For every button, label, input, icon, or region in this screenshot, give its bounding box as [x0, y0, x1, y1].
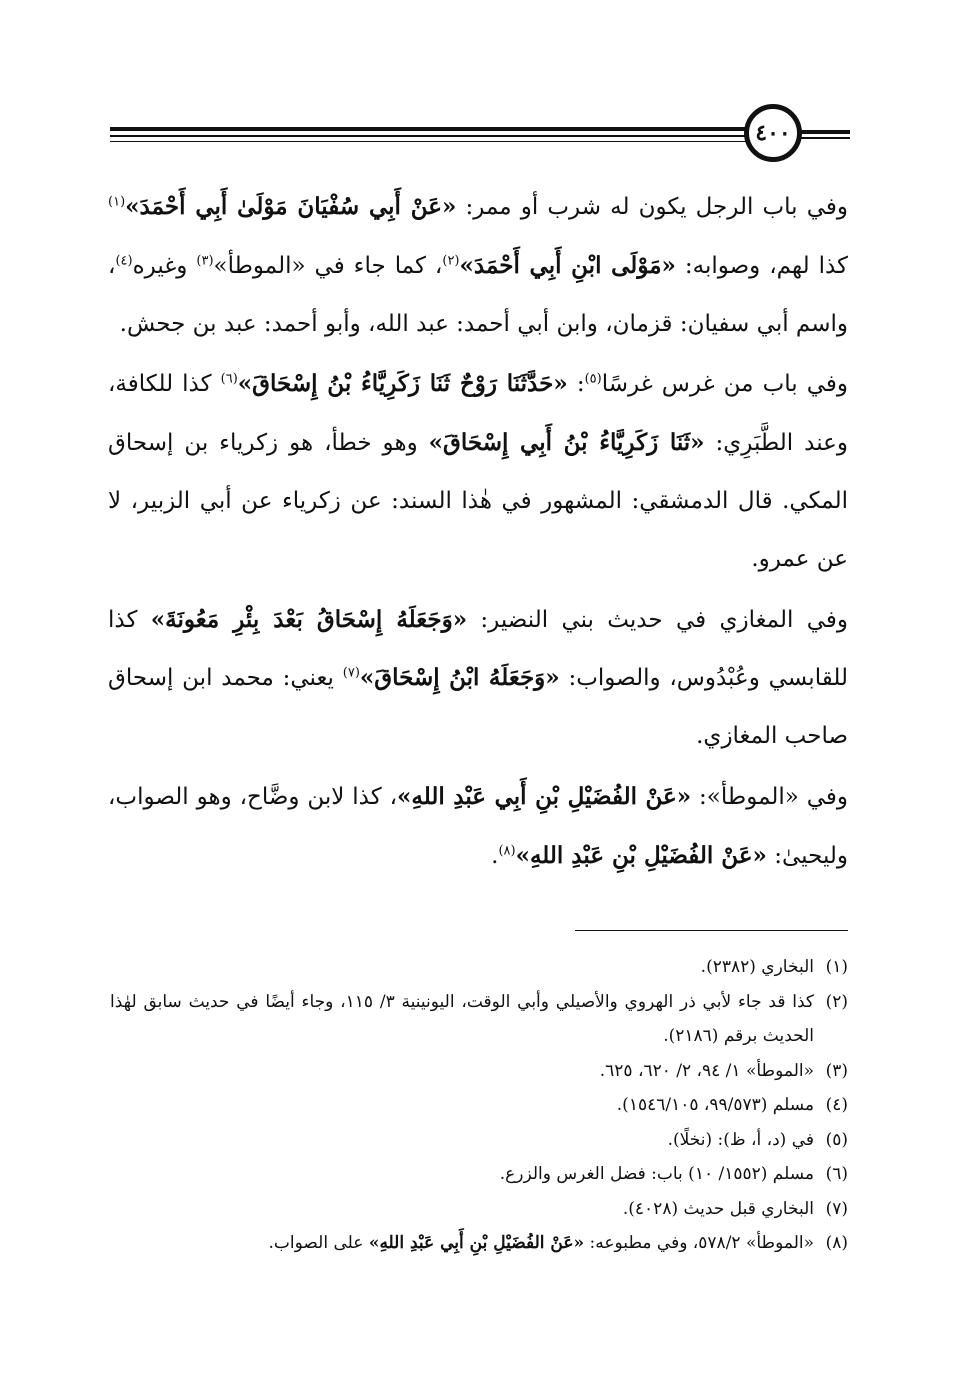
text-run: مسلم (١٥٥٢/ ١٠) باب: فضل الغرس والزرع. — [499, 1164, 814, 1184]
header-rule — [110, 127, 760, 131]
text-run: مسلم (٩٩/٥٧٣، ١٥٤٦/١٠٥). — [616, 1095, 814, 1115]
text-run: : — [567, 371, 585, 398]
paragraph — [108, 178, 848, 353]
footnote-number: (٨) — [825, 1233, 848, 1253]
footnote-number: (٤) — [825, 1095, 848, 1115]
footnote — [110, 1123, 848, 1158]
text-run: كذا للكافة، وعند الطَّبَرِي: — [108, 371, 848, 457]
paragraph — [108, 355, 848, 588]
footnotes — [110, 950, 848, 1261]
footnote-ref: (١) — [108, 194, 126, 210]
footnote-ref: (٨) — [498, 843, 516, 859]
text-run: وفي المغازي في حديث بني النضير: — [467, 606, 848, 633]
footnote-text — [110, 1054, 814, 1089]
footnote-text — [110, 950, 814, 985]
text-run: كذا للقابسي وعُبْدُوس، والصواب: — [108, 606, 848, 692]
footnote-ref: (٧) — [342, 665, 360, 681]
hadith-quote: «عَنْ الفُضَيْلِ بْنِ عَبْدِ اللهِ» — [515, 841, 767, 869]
paragraph — [108, 591, 848, 766]
text-run: وفي «الموطأ»: — [691, 783, 848, 810]
hadith-quote: «وَجَعَلَهُ ابْنُ إِسْحَاقَ» — [359, 664, 560, 692]
hadith-quote: «عَنْ أَبِي سُفْيَانَ مَوْلَىٰ أَبِي أَحْمَدَ» — [125, 193, 457, 220]
text-run: وغيره — [132, 252, 197, 279]
text-run: ، واسم أبي سفيان: قزمان، وابن أبي أحمد: عبد الله، وأبو أحمد: عبد بن جحش. — [108, 252, 848, 337]
text-run: «الموطأ» ٥٧٨/٢، وفي مطبوعه: — [584, 1233, 814, 1253]
footnote-text — [110, 1123, 814, 1158]
main-text — [108, 178, 848, 886]
page-header — [110, 104, 850, 164]
text-run: وفي باب من غرس غرسًا — [601, 371, 848, 398]
footnote — [110, 1054, 848, 1089]
footnote-text — [110, 1157, 814, 1192]
footnote-ref: (٣) — [196, 253, 214, 269]
footnote — [110, 950, 848, 985]
page-number: ٤٠٠ — [744, 104, 802, 162]
text-run: على الصواب. — [268, 1233, 369, 1253]
text-run: . — [491, 842, 499, 869]
text-run: «الموطأ» ١/ ٩٤، ٢/ ٦٢٠، ٦٢٥. — [599, 1060, 814, 1081]
footnote-number: (٦) — [825, 1164, 848, 1184]
hadith-quote: «عَنْ الفُضَيْلِ بْنِ أَبِي عَبْدِ اللهِ» — [397, 782, 692, 810]
text-run: ، كما جاء في «الموطأ» — [213, 252, 443, 279]
text-run: في (د، أ، ظ): (نخلًا). — [667, 1129, 814, 1150]
header-rule — [110, 141, 760, 142]
footnote-number: (٧) — [825, 1198, 848, 1219]
text-run: وهو خطأ، هو زكرياء بن إسحاق المكي. قال الدمشقي: المشهور في هٰذا السند: عن زكرياء عن أبي الزبير، لا عن عمرو. — [108, 430, 848, 572]
footnote-ref: (٦) — [220, 371, 238, 387]
header-rule — [110, 135, 760, 137]
hadith-quote: «ثَنَا زَكَرِيَّاءُ بْنُ أَبِي إِسْحَاقَ» — [428, 429, 705, 457]
text-run: كذا قد جاء لأبي ذر الهروي والأصيلي وأبي الوقت، اليونينية ٣/ ١١٥، وجاء أيضًا في حديث سابق لهٰذا الحديث برقم (٢١٨٦). — [110, 991, 814, 1046]
footnote-text — [110, 1226, 814, 1261]
footnote — [110, 985, 848, 1054]
footnote-separator — [575, 930, 848, 931]
text-run: وفي باب الرجل يكون له شرب أو ممر: — [456, 194, 848, 220]
footnote — [110, 1157, 848, 1192]
hadith-quote: «وَجَعَلَهُ إِسْحَاقُ بَعْدَ بِئْرِ مَعُونَةَ» — [150, 605, 468, 633]
footnote-ref: (٢) — [442, 253, 460, 269]
text-run: يعني: محمد ابن إسحاق صاحب المغازي. — [108, 665, 848, 750]
hadith-quote: «مَوْلَى ابْنِ أَبِي أَحْمَدَ» — [459, 251, 676, 279]
footnote-text — [110, 1192, 814, 1227]
text-run: كذا لهم، وصوابه: — [675, 252, 848, 279]
text-run: ، كذا لابن وضَّاح، وهو الصواب، وليحيىٰ: — [108, 783, 848, 869]
footnote-number: (٥) — [825, 1129, 848, 1150]
footnote-ref: (٥) — [584, 371, 602, 387]
footnote — [110, 1192, 848, 1227]
footnote — [110, 1088, 848, 1123]
footnote-number: (١) — [825, 957, 848, 977]
hadith-quote: «عَنْ الفُضَيْلِ بْنِ أَبِي عَبْدِ اللهِ» — [368, 1233, 585, 1253]
hadith-quote: «حَدَّثَنَا رَوْحٌ ثَنَا زَكَرِيَّاءُ بْنُ إِسْحَاقَ» — [237, 370, 568, 398]
footnote-text — [110, 985, 814, 1054]
paragraph — [108, 768, 848, 886]
footnote-number: (٣) — [825, 1060, 848, 1081]
text-run: البخاري قبل حديث (٤٠٢٨). — [622, 1198, 814, 1219]
footnote-number: (٢) — [825, 991, 848, 1012]
footnote — [110, 1226, 848, 1261]
footnote-ref: (٤) — [115, 253, 133, 269]
footnote-text — [110, 1088, 814, 1123]
text-run: البخاري (٢٣٨٢). — [700, 957, 814, 977]
